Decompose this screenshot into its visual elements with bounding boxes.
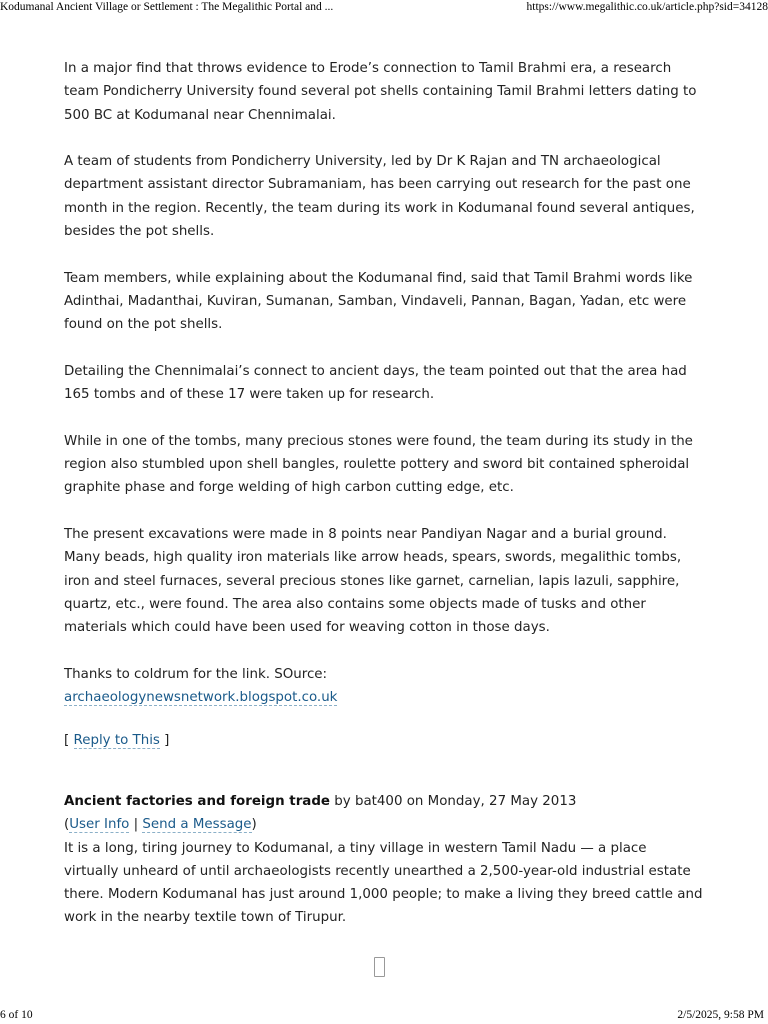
link-separator: | (129, 817, 143, 833)
article-paragraph: A team of students from Pondicherry University, led by Dr K Rajan and TN archaeological department assistant director Subramaniam, has been carrying out research for the past one month in the region. Recently, the team during its work in Kodumanal found several antiques, besides the pot shells. (64, 154, 695, 240)
send-message-link[interactable]: Send a Message (142, 817, 252, 833)
print-footer (0, 1008, 768, 1024)
comment-date: Monday, 27 May 2013 (427, 793, 577, 809)
article-paragraph: In a major find that throws evidence to Erode’s connection to Tamil Brahmi era, a research team Pondicherry University found several pot shells containing Tamil Brahmi letters dating to 500 BC at Kodumanal near Chennimalai. (64, 61, 697, 123)
source-link[interactable]: archaeologynewsnetwork.blogspot.co.uk (64, 690, 338, 706)
page-number: 6 of 10 (0, 1009, 33, 1021)
article-paragraph: Team members, while explaining about the Kodumanal find, said that Tamil Brahmi words like Adinthai, Madanthai, Kuviran, Sumanan, Samban, Vindaveli, Pannan, Bagan, Yadan, etc were found on the pot shells. (64, 270, 693, 333)
paren-open: ( (64, 817, 70, 833)
comment-header (64, 790, 704, 837)
article-paragraph: The present excavations were made in 8 points near Pandiyan Nagar and a burial ground. Many beads, high quality iron materials like arrow heads, spears, swords, megalithic tombs, iron and steel furnaces, several precious stones like garnet, carnelian, lapis lazuli, sapphire, quartz, etc., were found. The area also contains some objects made of tusks and other materials which could have been used for weaving cotton in those days. (64, 526, 682, 636)
print-header-url: https://www.megalithic.co.uk/article.php?sid=34128 (526, 1, 768, 13)
bracket-close: ] (164, 732, 170, 748)
thanks-text: Thanks to coldrum for the link. SOurce: (64, 666, 328, 682)
print-datetime: 2/5/2025, 9:58 PM (677, 1009, 764, 1021)
article-paragraph: Detailing the Chennimalai’s connect to ancient days, the team pointed out that the area had 165 tombs and of these 17 were taken up for research. (64, 363, 687, 403)
comment-on: on (402, 793, 428, 809)
print-header (0, 0, 768, 16)
paren-close: ) (251, 817, 257, 833)
comment-title: Ancient factories and foreign trade (64, 793, 331, 809)
user-info-link[interactable]: User Info (69, 817, 130, 833)
page-break-marker-icon (374, 957, 385, 977)
bracket-open: [ (64, 732, 70, 748)
comment-by: by (330, 793, 355, 809)
article-paragraph: While in one of the tombs, many precious stones were found, the team during its study in the region also stumbled upon shell bangles, roulette pottery and sword bit contained spheroidal graphite phase and forge welding of high carbon cutting edge, etc. (64, 433, 693, 496)
print-header-title: Kodumanal Ancient Village or Settlement : The Megalithic Portal and ... (0, 1, 334, 13)
comment-author: bat400 (354, 793, 403, 809)
comment-body: It is a long, tiring journey to Kodumanal, a tiny village in western Tamil Nadu — a place virtually unheard of until archaeologists recently unearthed a 2,500-year-old industrial estate there. Modern Kodumanal has just around 1,000 people; to make a living they breed cattle and work in the nearby textile town of Tirupur. (64, 840, 703, 926)
article-content (64, 57, 704, 953)
source-credit (64, 663, 704, 710)
reply-row (64, 729, 704, 752)
reply-to-this-link[interactable]: Reply to This (73, 732, 160, 748)
